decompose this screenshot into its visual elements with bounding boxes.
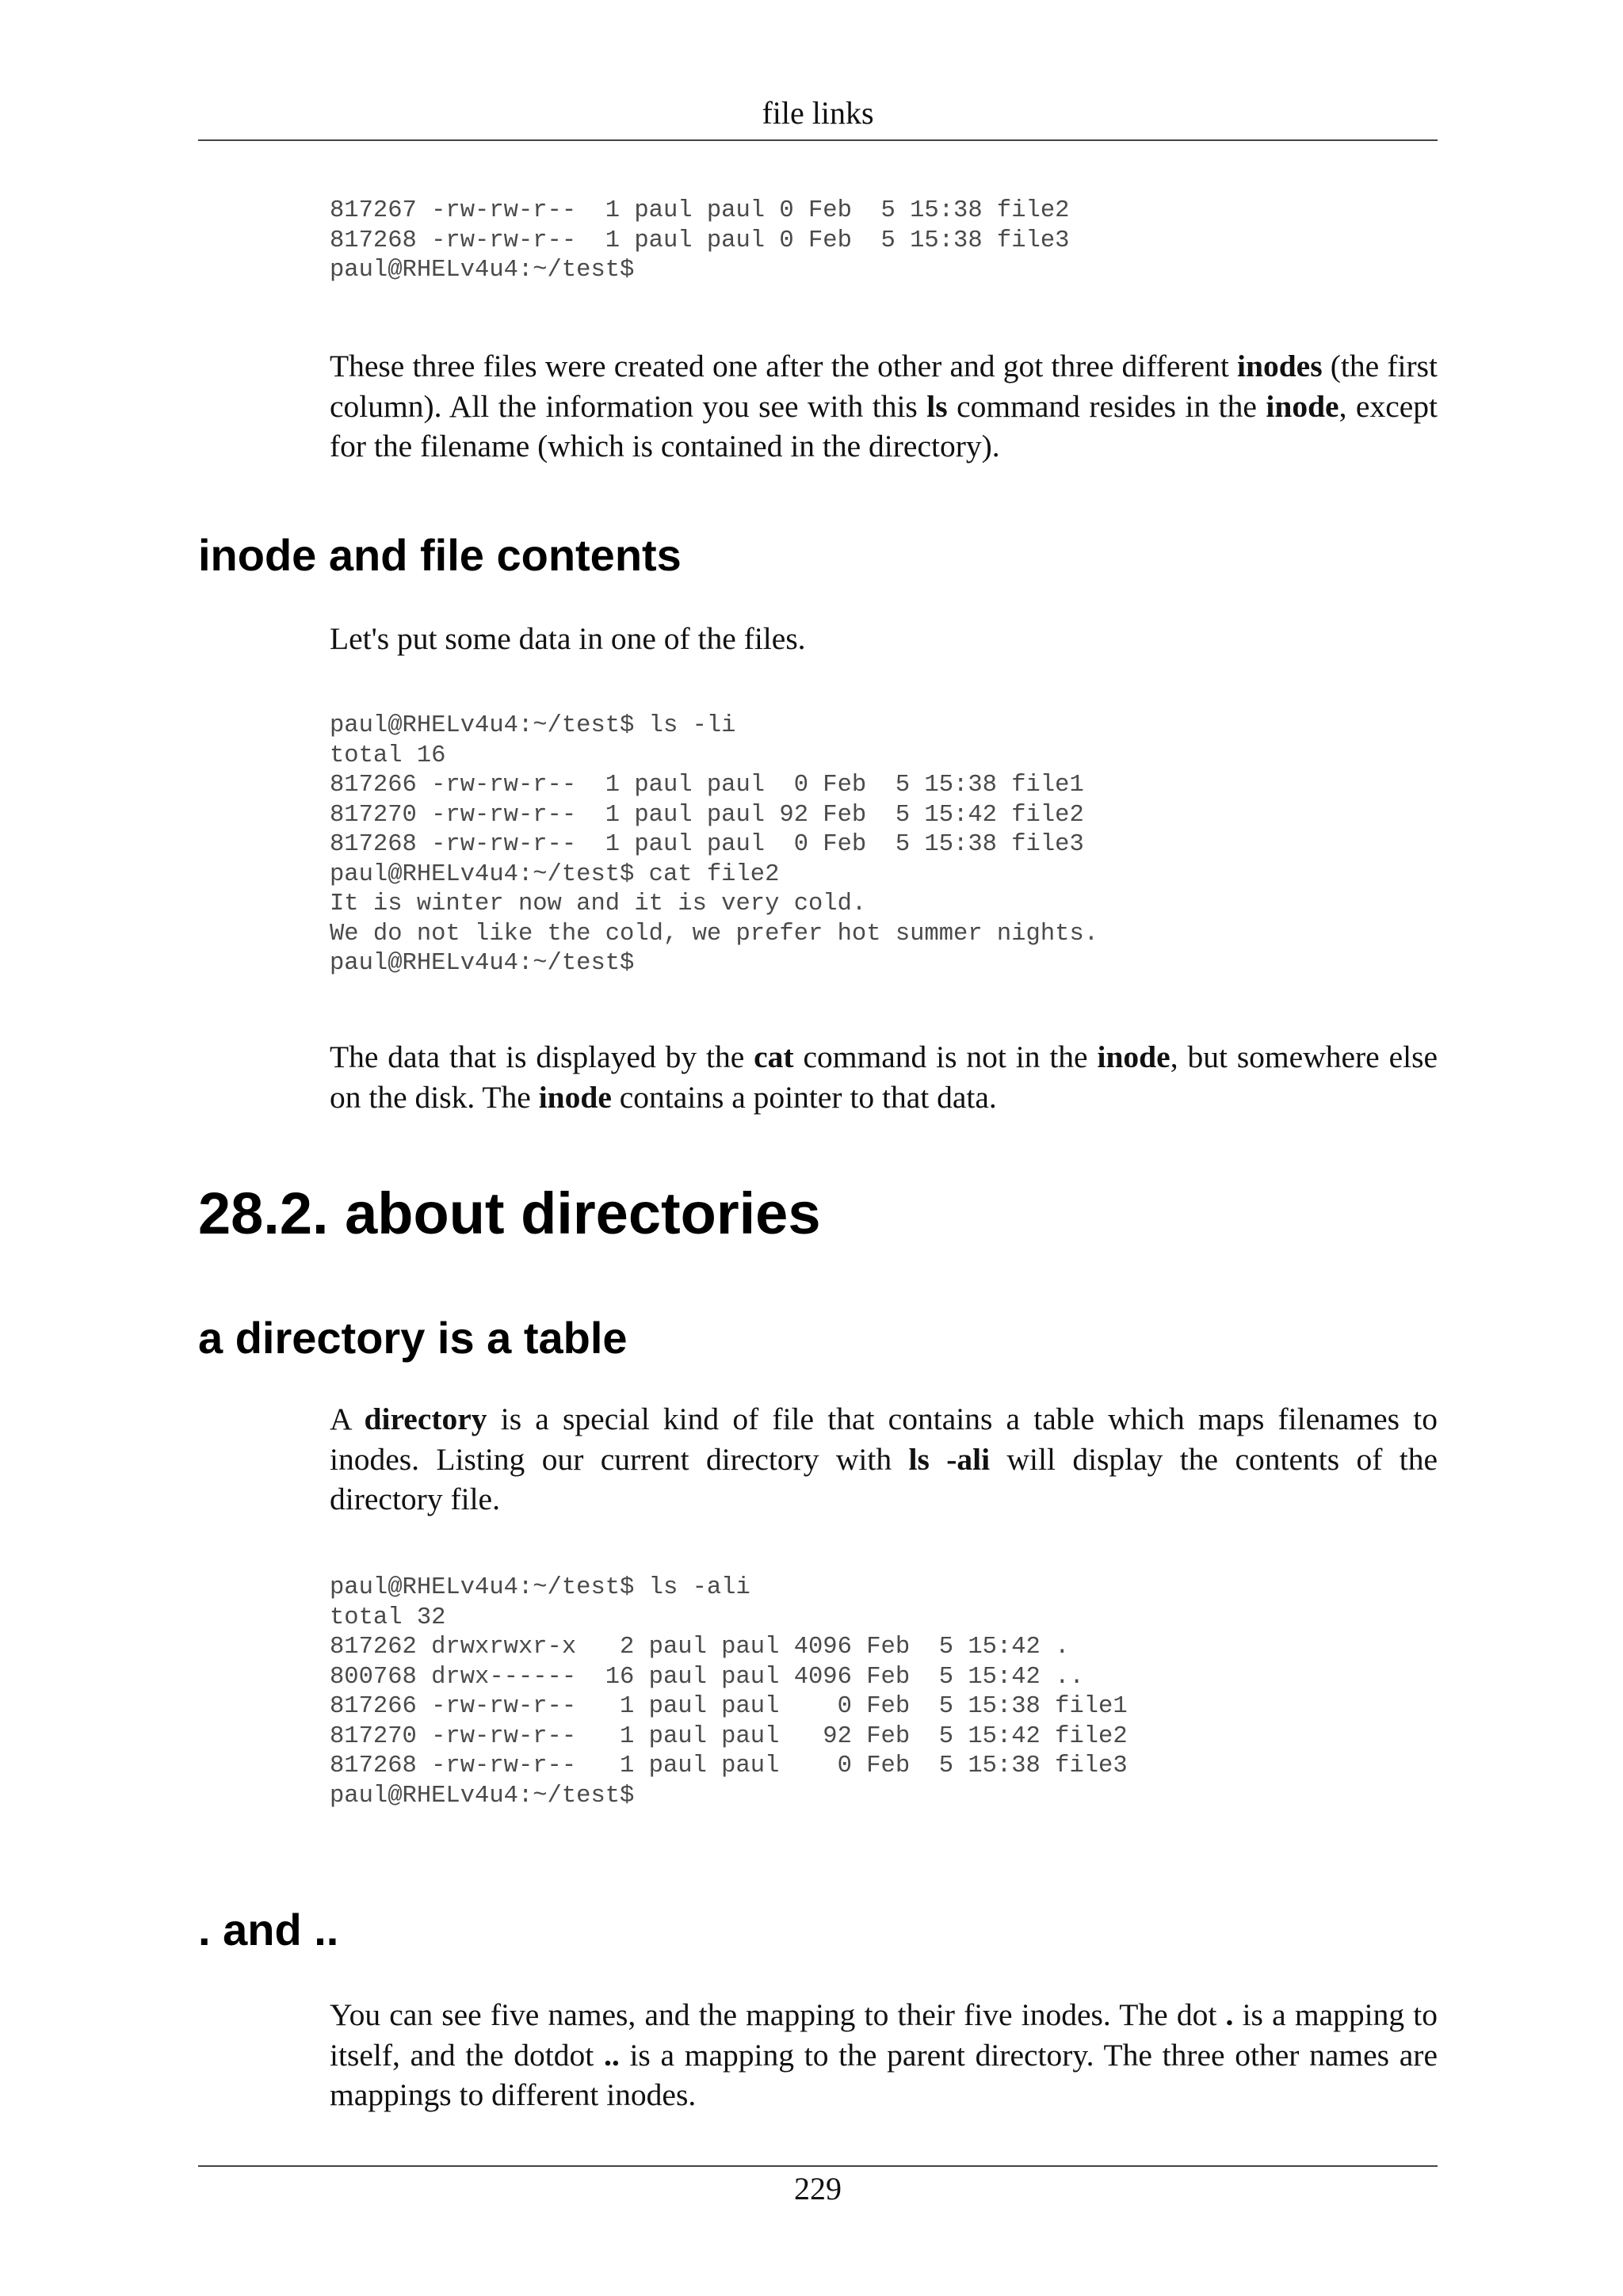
term-inodes: inodes xyxy=(1237,349,1323,383)
term-directory: directory xyxy=(364,1402,487,1436)
header-rule xyxy=(198,139,1438,141)
heading-about-directories: 28.2. about directories xyxy=(198,1180,821,1246)
page-number: 229 xyxy=(794,2171,842,2206)
paragraph-dot-mapping: You can see five names, and the mapping to their five inodes. The dot . is a mapping to itself, and the dotdot .. is a mapping to the parent directory. The three other names are mappings to different inodes. xyxy=(330,1997,1438,2112)
heading-inode-and-file-contents: inode and file contents xyxy=(198,530,682,580)
paragraph-inodes-intro: These three files were created one after the other and got three different inodes (the first column). All the information you see with this ls command resides in the inode, except for the filename (which is contained in the directory). xyxy=(330,349,1438,463)
footer-rule xyxy=(198,2165,1438,2167)
heading-dot-and-dotdot: . and .. xyxy=(198,1905,339,1955)
running-header: file links xyxy=(762,95,874,131)
code-block-2: paul@RHELv4u4:~/test$ ls -li total 16 817266 -rw-rw-r-- 1 paul paul 0 Feb 5 15:38 file1 817270 -rw-rw-r-- 1 paul paul 92 Feb 5 15:42 file2 817268 -rw-rw-r-- 1 paul paul 0 Feb 5 15:38 file3 paul@RHELv4u4:~/test$ cat file2 It is winter now and it is very cold. We do not like the cold, we prefer hot summer nights. paul@RHELv4u4:~/test$ xyxy=(330,712,1099,977)
term-cat: cat xyxy=(754,1039,794,1074)
heading-directory-is-table: a directory is a table xyxy=(198,1313,628,1363)
paragraph-put-data: Let's put some data in one of the files. xyxy=(330,621,806,656)
term-inode: inode xyxy=(1266,388,1339,424)
term-inode: inode xyxy=(1097,1039,1170,1074)
term-inode: inode xyxy=(538,1079,612,1115)
paragraph-cat-data: The data that is displayed by the cat command is not in the inode, but somewhere else on the disk. The inode contains a pointer to that data. xyxy=(330,1039,1438,1115)
code-block-1: 817267 -rw-rw-r-- 1 paul paul 0 Feb 5 15:38 file2 817268 -rw-rw-r-- 1 paul paul 0 Feb 5 15:38 file3 paul@RHELv4u4:~/test$ xyxy=(330,197,1070,284)
term-dot: . xyxy=(1225,1997,1234,2032)
term-ls-ali: ls -ali xyxy=(908,1441,991,1477)
term-dotdot: .. xyxy=(603,2037,620,2073)
code-block-3: paul@RHELv4u4:~/test$ ls -ali total 32 817262 drwxrwxr-x 2 paul paul 4096 Feb 5 15:42 . 800768 drwx------ 16 paul paul 4096 Feb 5 15:42 .. 817266 -rw-rw-r-- 1 paul paul 0 Feb 5 15:38 file1 817270 -rw-rw-r-- 1 paul paul 92 Feb 5 15:42 file2 817268 -rw-rw-r-- 1 paul paul 0 Feb 5 15:38 file3 paul@RHELv4u4:~/test$ xyxy=(330,1574,1128,1810)
term-ls: ls xyxy=(926,388,948,424)
paragraph-directory-table: A directory is a special kind of file that contains a table which maps filenames to inodes. Listing our current directory with ls -ali will display the contents of the directory file. xyxy=(330,1402,1438,1516)
